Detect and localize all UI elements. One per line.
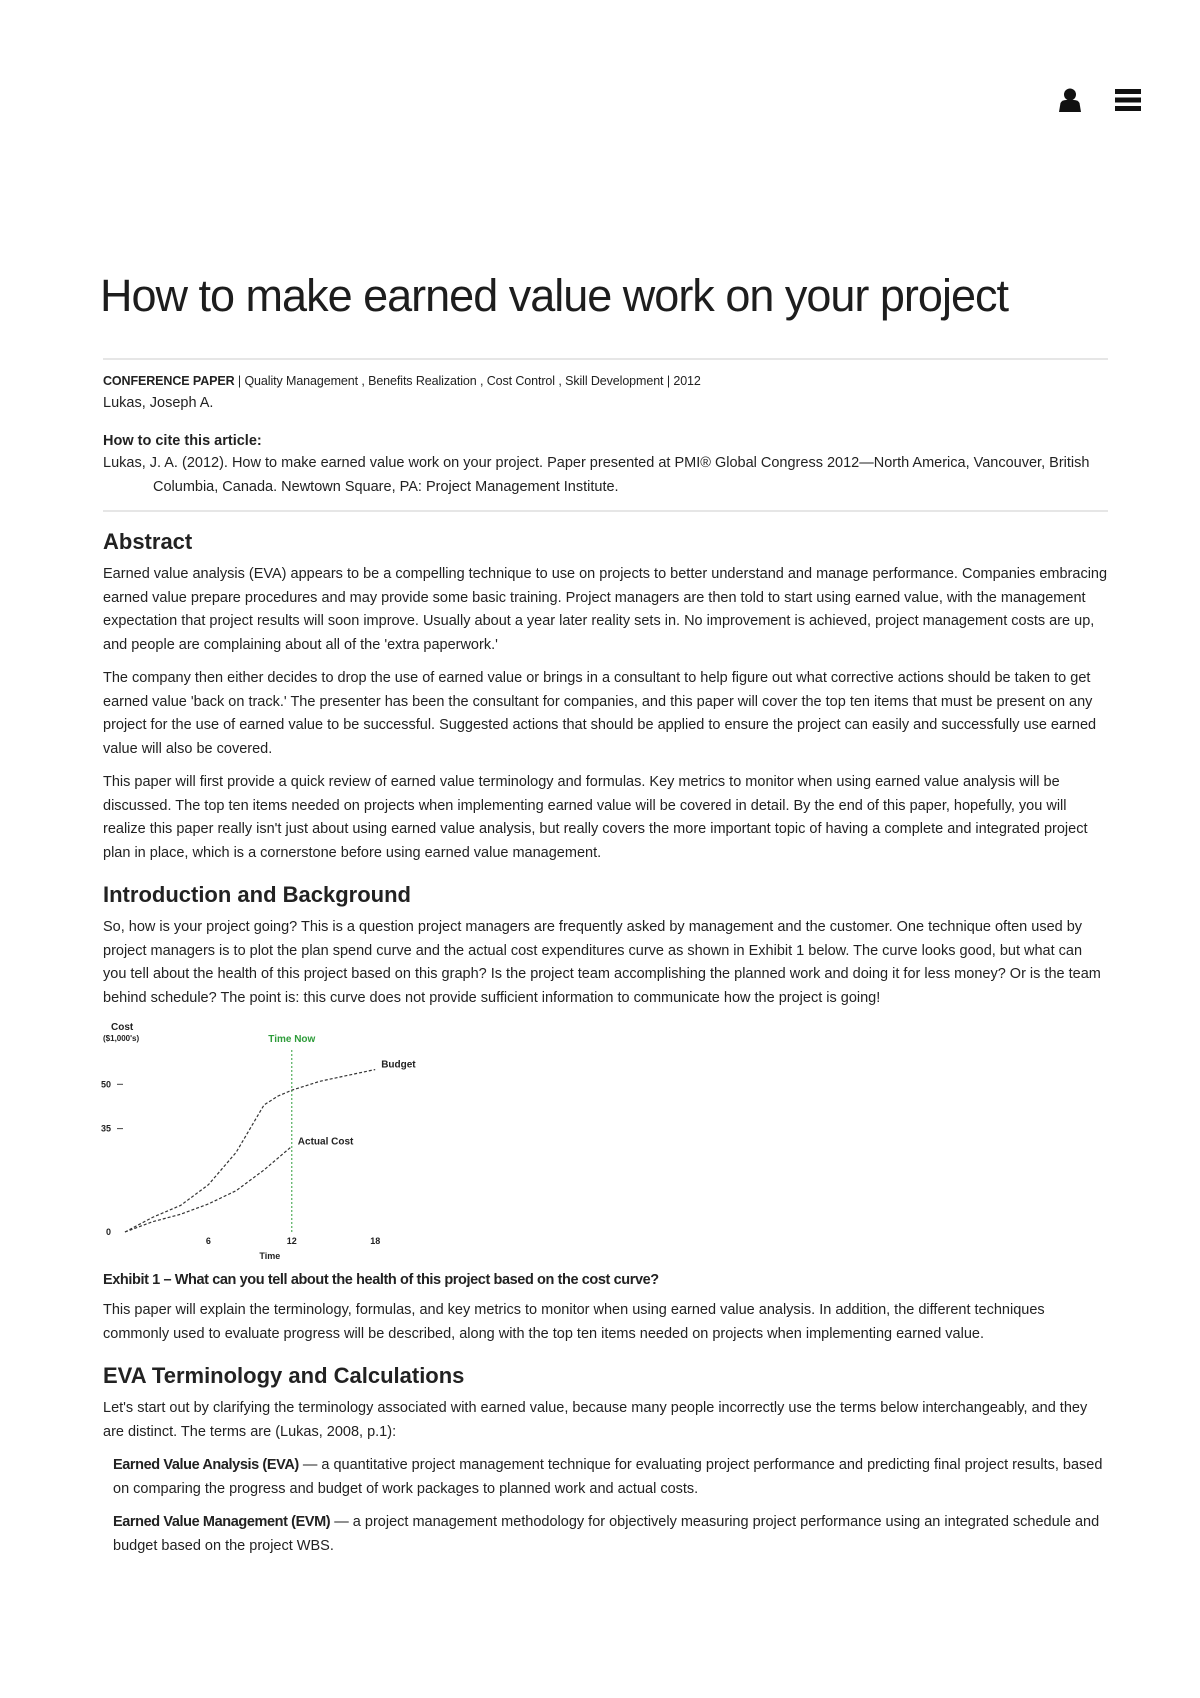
article-author[interactable]: Lukas, Joseph A. — [103, 395, 214, 411]
meta-separator: | — [237, 374, 242, 388]
terminology-heading: EVA Terminology and Calculations — [103, 1363, 465, 1388]
definition-list — [103, 1454, 1108, 1558]
time-now-label: Time Now — [268, 1034, 316, 1045]
x-tick-label: 18 — [370, 1236, 381, 1246]
article-year: 2012 — [673, 374, 701, 388]
series-line-actual-cost — [125, 1146, 292, 1232]
y-axis-unit-label: ($1,000's) — [103, 1034, 140, 1043]
hamburger-menu-icon[interactable] — [1114, 86, 1142, 114]
intro-heading: Introduction and Background — [103, 882, 411, 907]
top-toolbar — [1056, 86, 1142, 114]
definition-term: Earned Value Management (EVM) — [113, 1514, 331, 1530]
intro-paragraph: This paper will explain the terminology, formulas, and key metrics to monitor when using earned value analysis. In addition, the different techniques commonly used to evaluate progress will be described, along with the top ten items needed on projects when implementing earned value. — [103, 1302, 1045, 1342]
series-label: Budget — [381, 1059, 416, 1071]
cite-heading: How to cite this article: — [103, 433, 262, 449]
user-icon[interactable] — [1056, 86, 1084, 114]
abstract-paragraph: This paper will first provide a quick review of earned value terminology and formulas. Key metrics to monitor when using earned value analysis will be discussed. The top ten items needed on projects when implementing earned value will be covered in detail. By the end of this paper, hopefully, you will realize this paper really isn't just about using earned value analysis, but really covers the more important topic of having a complete and integrated project plan in place, which is a cornerstone before using earned value management. — [103, 774, 1088, 861]
y-axis-label: Cost — [111, 1022, 134, 1033]
divider — [103, 358, 1108, 360]
cost-curve-chart — [100, 1020, 423, 1270]
y-tick-label: 0 — [105, 1227, 111, 1237]
x-tick-label: 6 — [205, 1236, 211, 1246]
definition-term: Earned Value Analysis (EVA) — [113, 1457, 299, 1473]
abstract-heading: Abstract — [103, 529, 193, 554]
exhibit-1-chart — [100, 1020, 423, 1270]
article-category[interactable]: CONFERENCE PAPER — [103, 374, 235, 388]
series-label: Actual Cost — [297, 1136, 354, 1148]
abstract-paragraph: Earned value analysis (EVA) appears to be a compelling technique to use on projects to better understand and manage performance. Companies embracing earned value prepare procedures and may provide some basic training. Project managers are then told to start using earned value, with the management expectation that project results will soon improve. Usually about a year later reality sets in. No improvement is achieved, project management costs are up, and people are complaining about all of the 'extra paperwork.' — [103, 566, 1108, 653]
page-title: How to make earned value work on your project — [100, 270, 1008, 321]
definition-item — [113, 1511, 1108, 1558]
y-tick-label: 50 — [100, 1079, 111, 1090]
article — [100, 270, 1108, 1568]
citation-text: Lukas, J. A. (2012). How to make earned value work on your project. Paper presented at PMI® Global Congress 2012—North America, Vancouver, British Columbia, Canada. Newtown Square, PA: Project Management Institute. — [103, 455, 1090, 495]
meta-separator: | — [666, 374, 670, 388]
article-meta — [103, 374, 1108, 388]
y-tick-label: 35 — [100, 1123, 111, 1134]
definition-desc: — a quantitative project management technique for evaluating project performance and predicting final project results, based on comparing the progress and budget of work packages to planned work and actual costs. — [113, 1457, 1103, 1497]
abstract-paragraph: The company then either decides to drop the use of earned value or brings in a consultant to help figure out what corrective actions should be taken to get earned value 'back on track.' The presenter has been the consultant for companies, and this paper will cover the top ten items that must be present on any project for the use of earned value to be successful. Suggested actions that should be applied to ensure the project can easily and successfully use earned value will also be covered. — [103, 670, 1097, 757]
intro-paragraph: So, how is your project going? This is a question project managers are frequently asked by management and the customer. One technique often used by project managers is to plot the plan spend curve and the actual cost expenditures curve as shown in Exhibit 1 below. The curve looks good, but what can you tell about the health of this project based on this graph? Is the project team accomplishing the planned work and doing it for less money? Or is the team behind schedule? The point is: this curve does not provide sufficient information to communicate how the project is going! — [103, 919, 1101, 1006]
x-tick-label: 12 — [286, 1236, 297, 1246]
series-line-budget — [125, 1070, 375, 1232]
article-topics[interactable]: Quality Management , Benefits Realization , Cost Control , Skill Development — [244, 374, 664, 388]
x-axis-label: Time — [259, 1251, 281, 1261]
definition-desc: — a project management methodology for objectively measuring project performance using an integrated schedule and budget based on the project WBS. — [113, 1514, 1100, 1554]
divider — [103, 510, 1108, 512]
definition-item — [113, 1454, 1108, 1501]
exhibit-caption: Exhibit 1 – What can you tell about the health of this project based on the cost curve? — [103, 1272, 659, 1288]
terminology-intro: Let's start out by clarifying the terminology associated with earned value, because many people incorrectly use the terms below interchangeably, and they are distinct. The terms are (Lukas, 2008, p.1): — [103, 1400, 1088, 1440]
